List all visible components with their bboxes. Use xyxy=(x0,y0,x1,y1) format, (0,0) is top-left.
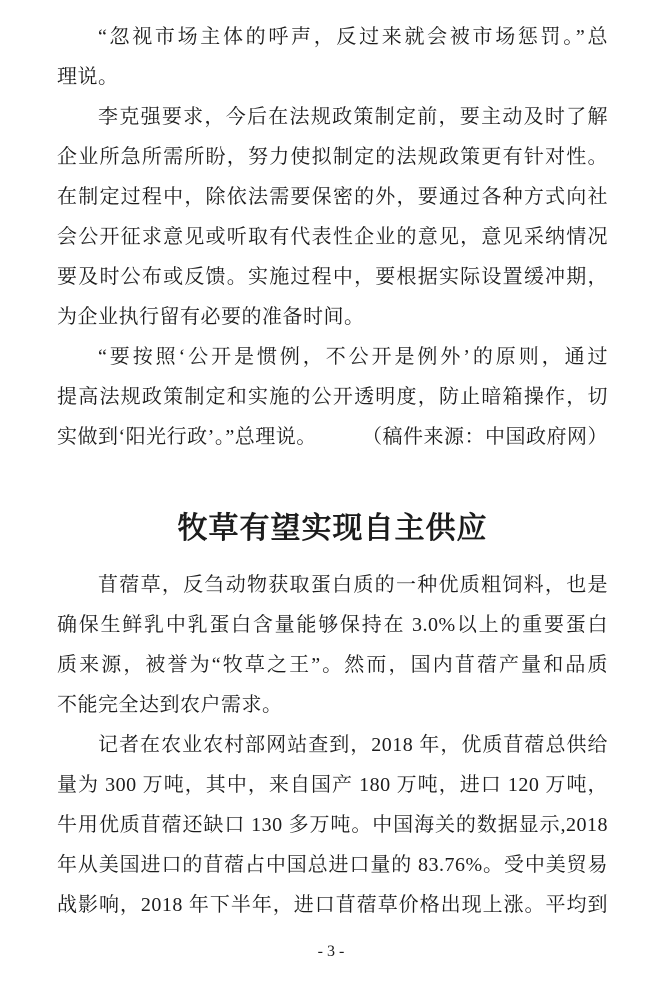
text-line: 李克强要求，今后在法规政策制定前，要主动及时了解 xyxy=(98,106,608,128)
source-note: （稿件来源：中国政府网） xyxy=(362,426,608,448)
text-line: “忽视市场主体的呼声，反过来就会被市场惩罚。”总 xyxy=(98,26,608,48)
text-line: 量为 300 万吨，其中，来自国产 180 万吨，进口 120 万吨， xyxy=(57,774,608,796)
text-line: “要按照‘公开是惯例，不公开是例外’的原则，通过 xyxy=(98,346,608,368)
text-line: 牛用优质苜蓿还缺口 130 多万吨。中国海关的数据显示,2018 xyxy=(57,814,608,836)
article-body xyxy=(57,565,608,925)
page-number: - 3 - xyxy=(317,943,345,960)
article-previous-continuation xyxy=(57,17,608,457)
text-line: 确保生鲜乳中乳蛋白含量能够保持在 3.0%以上的重要蛋白 xyxy=(57,614,608,636)
page-content xyxy=(57,17,608,925)
text-line: 不能完全达到农户需求。 xyxy=(57,694,283,716)
text-line: 战影响，2018 年下半年，进口苜蓿草价格出现上涨。平均到 xyxy=(57,894,608,916)
text-line: 苜蓿草，反刍动物获取蛋白质的一种优质粗饲料，也是 xyxy=(98,574,608,596)
text-line xyxy=(57,417,608,457)
text-line: 质来源，被誉为“牧草之王”。然而，国内苜蓿产量和品质 xyxy=(57,654,608,676)
text-line: 要及时公布或反馈。实施过程中，要根据实际设置缓冲期， xyxy=(57,266,608,288)
article-title: 牧草有望实现自主供应 xyxy=(177,512,488,545)
text-line: 提高法规政策制定和实施的公开透明度，防止暗箱操作，切 xyxy=(57,386,608,408)
text-line: 会公开征求意见或听取有代表性企业的意见，意见采纳情况 xyxy=(57,226,608,248)
text-line: 企业所急所需所盼，努力使拟制定的法规政策更有针对性。 xyxy=(57,146,608,168)
text-line: 记者在农业农村部网站查到，2018 年，优质苜蓿总供给 xyxy=(98,734,608,756)
closing-quote-text: 实做到‘阳光行政’。”总理说。 xyxy=(57,426,317,448)
text-line: 为企业执行留有必要的准备时间。 xyxy=(57,306,365,328)
text-line: 理说。 xyxy=(57,66,119,88)
text-line: 年从美国进口的苜蓿占中国总进口量的 83.76%。受中美贸易 xyxy=(57,854,608,876)
text-line: 在制定过程中，除依法需要保密的外，要通过各种方式向社 xyxy=(57,186,608,208)
